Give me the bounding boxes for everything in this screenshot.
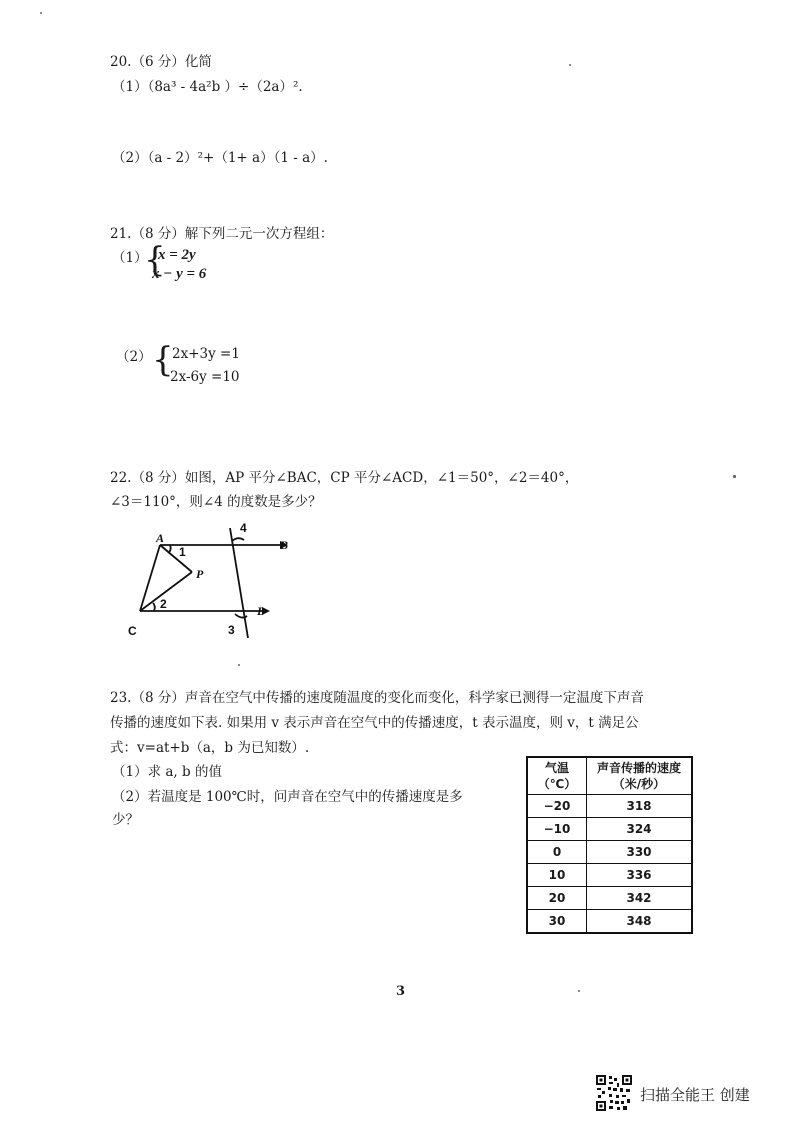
line-ap [160,545,192,572]
q23-line3: 式：v=at+b（a，b 为已知数）. [110,740,310,756]
q21-part1-brace: { [144,240,166,280]
label-angle-1: 1 [179,545,186,559]
label-p: P [196,567,204,581]
table-row [527,910,692,934]
cell-speed: 336 [587,864,693,887]
page-number: 3 [396,984,406,999]
scan-speck [569,64,571,66]
cell-temperature: 20 [527,887,587,910]
angle-1-arc [168,545,171,553]
line-ac [140,545,160,611]
cell-temperature: 0 [527,841,587,864]
scan-speck [40,12,42,14]
q20-part1: （1）（8a³ - 4a²b ）÷（2a）². [112,79,303,95]
cell-temperature: −10 [527,818,587,841]
angle-4-arc [232,538,244,541]
q21-part1-label: （1） [112,250,148,266]
cell-speed: 318 [587,795,693,818]
header-temperature [527,757,587,795]
table-header-row [527,757,692,795]
label-angle-2: 2 [160,597,167,611]
q21-part2-eq2: 2x-6y =10 [170,369,240,385]
q21-part2-brace: { [152,340,174,380]
cell-temperature: −20 [527,795,587,818]
label-c: C [128,624,137,638]
cell-speed: 348 [587,910,693,934]
table-row [527,795,692,818]
q21-part2-label: （2） [116,349,152,365]
label-a: A [156,531,165,545]
cell-speed: 330 [587,841,693,864]
header-speed [587,757,693,795]
cell-speed: 342 [587,887,693,910]
header-speed-line2: （米/秒） [612,777,666,791]
q21-title: 21.（8 分）解下列二元一次方程组： [110,226,334,242]
scan-speck [238,664,240,666]
q20-title: 20.（6 分）化简 [110,54,212,70]
cell-speed: 324 [587,818,693,841]
q21-part1-eq1: x = 2y [158,247,196,263]
q21-part1-eq2: x − y = 6 [152,266,207,282]
q23-part1: （1）求 a, b 的值 [112,764,222,780]
table-row [527,818,692,841]
q23-line2: 传播的速度如下表. 如果用 v 表示声音在空气中的传播速度，t 表示温度，则 v，t 满足公 [110,715,639,731]
temperature-speed-table [526,756,693,934]
label-b: B [280,538,289,552]
q23-part2-b: 少？ [112,812,139,828]
q20-part2: （2）（a - 2）²+（1+ a）（1 - a）. [112,150,328,166]
label-angle-4: 4 [240,521,247,535]
header-temp-line2: （℃） [537,777,577,791]
angle-2-arc [153,603,155,611]
label-angle-3: 3 [228,623,235,637]
scanner-watermark-label: 扫描全能王 创建 [640,1086,750,1104]
table-row [527,887,692,910]
q22-line2: ∠3＝110°，则∠4 的度数是多少？ [110,494,322,510]
q22-geometry-figure [120,520,290,645]
scan-speck [578,990,580,992]
label-d: D [257,604,266,618]
scan-speck [733,475,736,478]
q23-part2-a: （2）若温度是 100℃时，问声音在空气中的传播速度是多 [112,789,463,805]
table-row [527,864,692,887]
q22-line1: 22.（8 分）如图，AP 平分∠BAC，CP 平分∠ACD，∠1＝50°，∠2＝40°， [110,470,579,486]
qr-code-icon [596,1075,632,1111]
header-speed-line1: 声音传播的速度 [596,761,681,775]
table-row [527,841,692,864]
q23-line1: 23.（8 分）声音在空气中传播的速度随温度的变化而变化，科学家已测得一定温度下声音 [110,690,644,706]
header-temp-line1: 气温 [544,761,569,775]
cell-temperature: 30 [527,910,587,934]
cell-temperature: 10 [527,864,587,887]
q21-part2-eq1: 2x+3y =1 [172,346,240,362]
